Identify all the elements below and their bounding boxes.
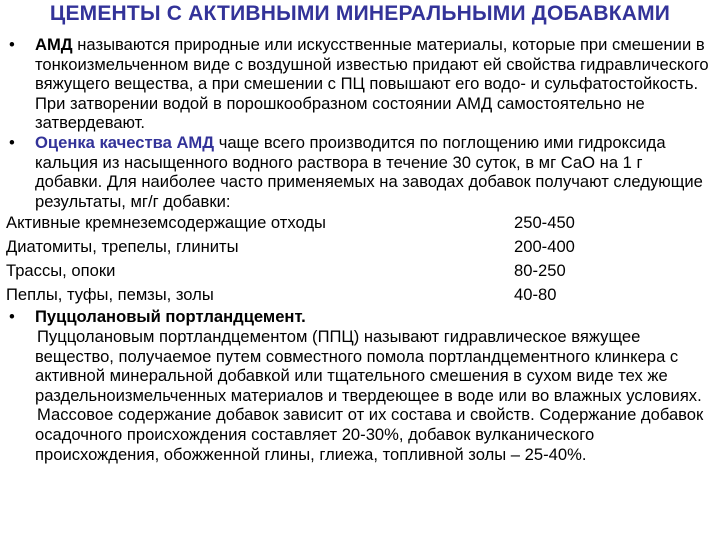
bullet-icon: •	[9, 132, 15, 152]
additive-content-paragraph	[6, 405, 714, 464]
page-title: ЦЕМЕНТЫ С АКТИВНЫМИ МИНЕРАЛЬНЫМИ ДОБАВКАМИ	[49, 2, 671, 25]
table-row	[6, 259, 714, 283]
amd-definition-text: называются природные или искусственные материалы, которые при смешении в тонкоизмельченном виде с воздушной известью придают ей свойства гидравлического вяжущего вещества, а при смешении с ПЦ повышают его водо- и сульфатостойкость. При затворении водой в порошкообразном состоянии АМД самостоятельно не затвердевают.	[35, 35, 709, 133]
quality-assessment-paragraph	[6, 133, 714, 211]
table-row	[6, 211, 714, 235]
material-name: Диатомиты, трепелы, глиниты	[6, 237, 239, 257]
absorption-value: 40-80	[514, 285, 557, 305]
material-name: Активные кремнеземсодержащие отходы	[6, 213, 326, 233]
quality-assessment-text: чаще всего производится по поглощению ими гидроксида кальция из насыщенного водного раствора в течение 30 суток, в мг СаО на 1 г добавки. Для наиболее часто применяемых на заводах добавок получают следующие результаты, мг/г добавки:	[35, 132, 703, 211]
slide-content	[6, 35, 714, 464]
ppc-heading-paragraph	[6, 307, 714, 327]
ppc-heading: Пуццолановый портландцемент.	[35, 307, 306, 327]
table-row	[6, 235, 714, 259]
absorption-value: 200-400	[514, 237, 575, 257]
additive-content-text: Массовое содержание добавок зависит от их состава и свойств. Содержание добавок осадочного происхождения составляет 20-30%, добавок вулканического происхождения, обожженной глины, глиежа, топливной золы – 25-40%.	[35, 405, 704, 464]
table-row	[6, 283, 714, 307]
absorption-value: 80-250	[514, 261, 566, 281]
amd-definition-paragraph	[6, 35, 714, 133]
bullet-icon: •	[9, 307, 15, 327]
material-name: Пеплы, туфы, пемзы, золы	[6, 285, 214, 305]
material-name: Трассы, опоки	[6, 261, 116, 281]
ppc-definition-paragraph	[6, 327, 714, 405]
quality-assessment-term: Оценка качества АМД	[35, 132, 215, 152]
absorption-value: 250-450	[514, 213, 575, 233]
ppc-definition-text: Пуццолановым портландцементом (ППЦ) называют гидравлическое вяжущее вещество, получаемое путем совместного помола портландцементного клинкера с активной минеральной добавкой или тщательного смешения в сухом виде тех же раздельноизмельченных материалов и твердеющее в воде или во влажных условиях.	[35, 326, 702, 405]
amd-term: АМД	[35, 35, 73, 54]
bullet-icon: •	[9, 35, 15, 54]
absorption-table	[6, 211, 714, 307]
